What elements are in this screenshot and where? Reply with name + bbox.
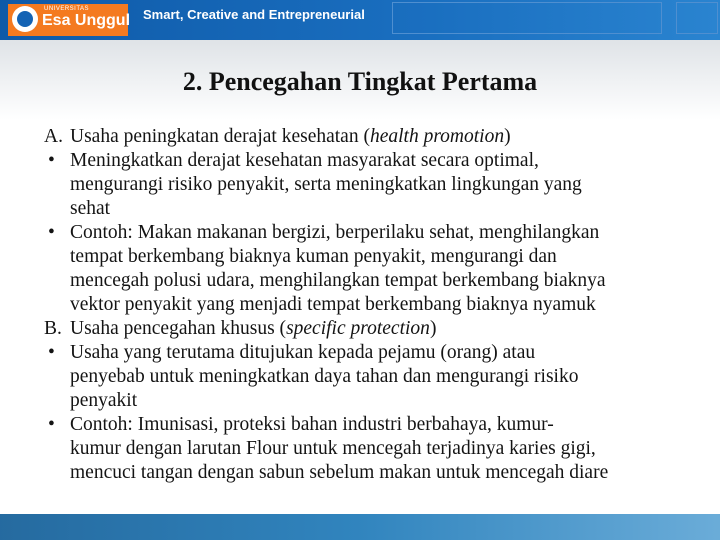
list-item-text: Meningkatkan derajat kesehatan masyarakat secara optimal, [70,150,539,171]
list-item [44,413,694,485]
list-item-text: penyebab untuk meningkatkan daya tahan dan mengurangi risiko [70,366,579,387]
list-item-text [44,317,694,341]
list-marker: B. [44,318,62,339]
list-item-text: vektor penyakit yang menjadi tempat berkembang biaknya nyamuk [70,294,596,315]
list-item-text: sehat [70,198,111,219]
list-item [44,221,694,317]
bullet-marker: • [48,150,55,171]
list-item-text: mengurangi risiko penyakit, serta meningkatkan lingkungan yang [70,174,582,195]
list-item-text: mencuci tangan dengan sabun sebelum makan untuk mencegah diare [70,462,609,483]
text-segment-italic: health promotion [369,126,505,147]
header-decor-frame-right [676,2,718,34]
text-segment: Usaha pencegahan khusus ( [70,318,287,339]
text-segment: ) [429,318,437,339]
list-item-text: kumur dengan larutan Flour untuk mencegah terjadinya karies gigi, [70,438,596,459]
text-segment: Usaha peningkatan derajat kesehatan ( [70,126,370,147]
list-item-text: penyakit [70,390,138,411]
header-decor-frame [392,2,662,34]
bullet-marker: • [48,414,55,435]
bullet-marker: • [48,342,55,363]
text-segment-italic: specific protection [286,318,430,339]
logo-inner-circle [17,11,33,27]
university-logo-icon [12,6,38,32]
text-segment: ) [504,126,511,147]
list-item [44,149,694,221]
slide-title: 2. Pencegahan Tingkat Pertama [182,67,538,96]
list-marker: A. [44,126,63,147]
list-item [44,341,694,413]
slide-body [44,125,694,485]
bullet-marker: • [48,222,55,243]
tagline: Smart, Creative and Entrepreneurial [143,7,365,22]
list-item-text [44,125,694,149]
list-item-text: tempat berkembang biaknya kuman penyakit, mengurangi dan [70,246,557,267]
logo-small-text: UNIVERSITAS [44,6,90,12]
list-item-text: mencegah polusi udara, menghilangkan tempat berkembang biaknya [70,270,606,291]
header-bar [0,0,720,40]
list-item-text: Contoh: Makan makanan bergizi, berperilaku sehat, menghilangkan [70,222,600,243]
logo-name: Esa Unggul [42,12,131,29]
list-item-text: Contoh: Imunisasi, proteksi bahan industri berbahaya, kumur- [70,414,554,435]
list-item [44,125,694,149]
list-item-text: Usaha yang terutama ditujukan kepada pejamu (orang) atau [70,342,536,363]
list-item [44,317,694,341]
footer-bar [0,514,720,540]
